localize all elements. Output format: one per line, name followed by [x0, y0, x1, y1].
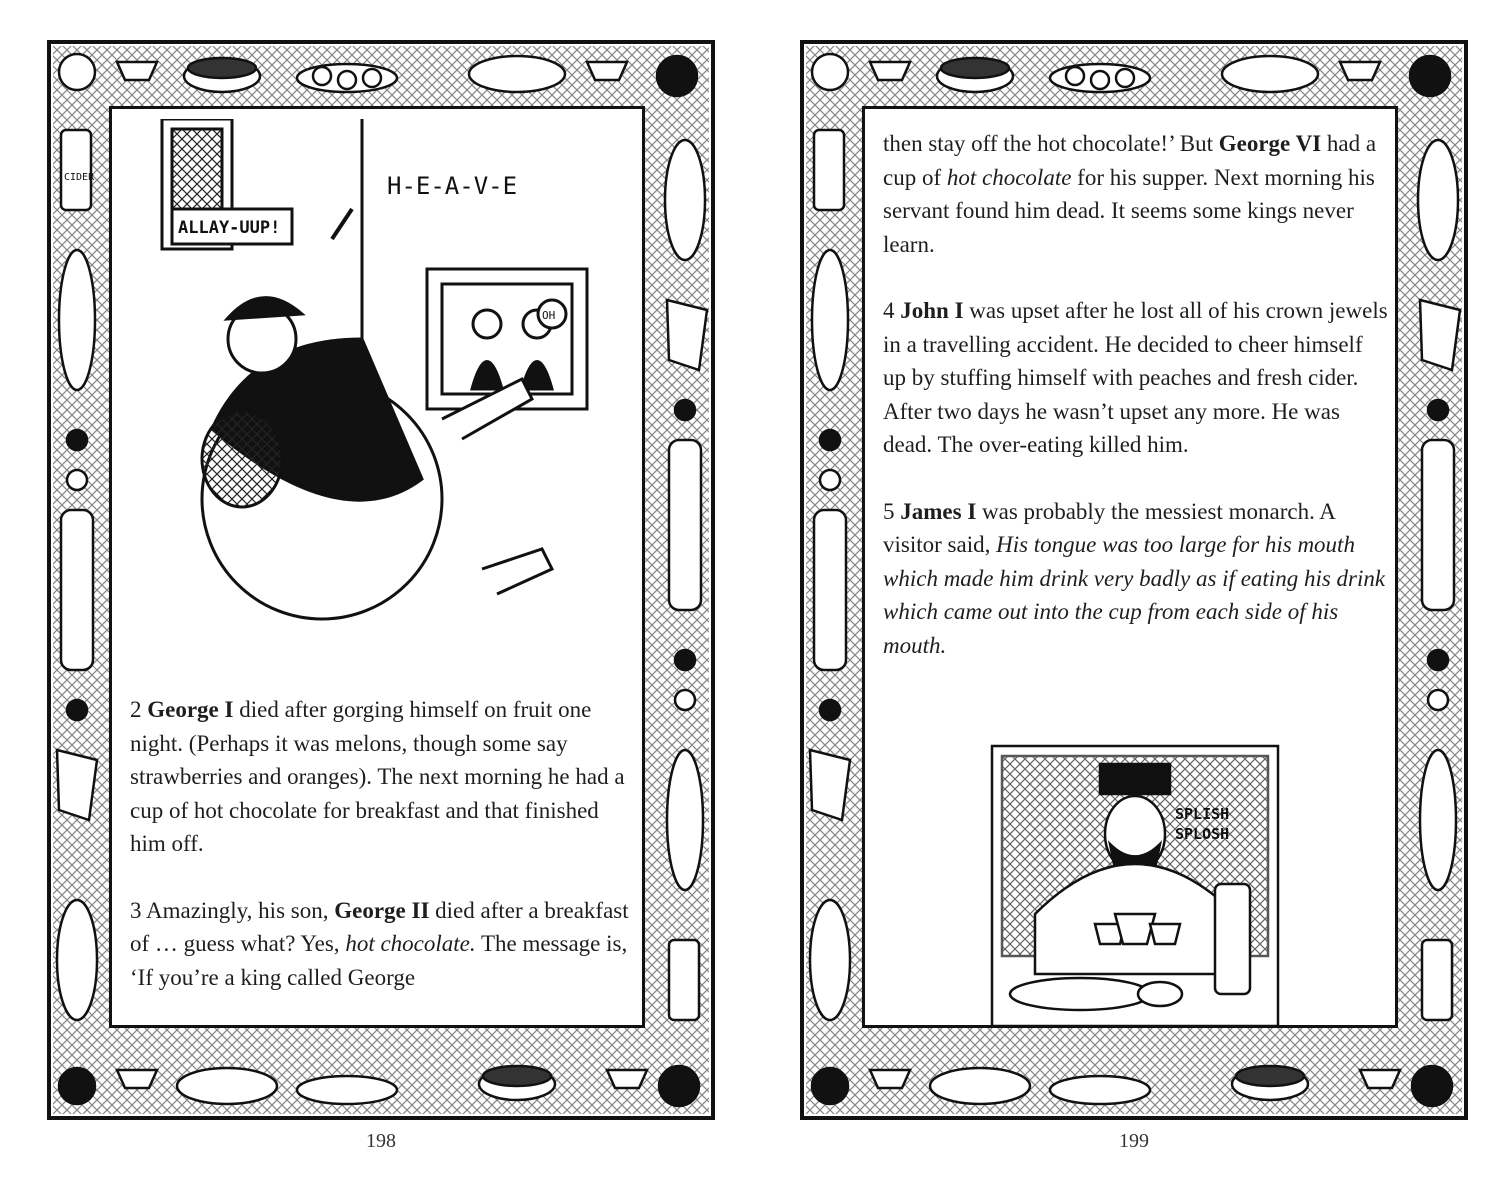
cider-bottle-icon: [1422, 940, 1452, 1020]
splosh-text: SPLOSH: [1175, 825, 1230, 843]
cheese-icon: [667, 300, 707, 370]
bread-loaf-icon: [177, 1068, 277, 1104]
james-drinking-cartoon: [990, 744, 1280, 1029]
goblet-icon: [870, 62, 910, 80]
item-number: 2: [130, 697, 142, 722]
cheese-icon: [810, 750, 850, 820]
goblet-icon: [117, 62, 157, 80]
fruit-bowl: [1138, 982, 1182, 1006]
wine-bottle-icon: [669, 440, 701, 610]
paragraph-3-continued: [883, 127, 1388, 261]
italic-text: His tongue was too large for his mouth which made him drink very badly as if eating his drink which came out into the cup from each side of his mouth.: [883, 532, 1386, 658]
splish-text: SPLISH: [1175, 805, 1230, 823]
platter-icon: [297, 1076, 397, 1104]
paragraph-text: was probably the messiest monarch. A visitor said,: [883, 498, 1335, 557]
king-name: John I: [900, 298, 964, 323]
bread-loaf-icon: [1222, 56, 1318, 92]
bread-loaf-icon: [469, 56, 565, 92]
king-name: George I: [147, 697, 234, 722]
cheese-icon: [1420, 300, 1460, 370]
wine-bottle-icon: [814, 510, 846, 670]
goblet-icon: [607, 1070, 647, 1088]
oh-bubble-text: OH: [542, 309, 556, 322]
fish-icon: [667, 750, 703, 890]
goblet-icon: [870, 1070, 910, 1088]
wine-bottle-icon: [1215, 884, 1250, 994]
speech-bubble-text: ALLAY-UUP!: [178, 218, 281, 238]
right-body-text: [883, 127, 1388, 695]
crown: [1100, 764, 1170, 794]
left-content-area: [109, 106, 645, 1028]
paragraph-4: [883, 294, 1388, 462]
apple-icon: [659, 1066, 699, 1106]
bread-loaf-icon: [930, 1068, 1030, 1104]
paragraph-text: died after a breakfast of … guess what? Yes,: [130, 897, 629, 956]
wine-bottle-icon: [61, 510, 93, 670]
fish-icon: [812, 250, 848, 390]
platter-icon: [1050, 1076, 1150, 1104]
king-heave-cartoon: [142, 119, 622, 639]
item-number: 4: [883, 298, 895, 323]
goblet-icon: [1360, 1070, 1400, 1088]
page-number-left: 198: [366, 1130, 396, 1152]
paragraph-text: then stay off the hot chocolate!’ But: [883, 131, 1219, 156]
apple-icon: [657, 56, 697, 96]
drumstick-icon: [1418, 140, 1458, 260]
apple-icon: [1412, 1066, 1452, 1106]
italic-text: hot chocolate.: [345, 931, 476, 956]
paragraph-text: Amazingly, his son,: [141, 897, 335, 923]
goblet-icon: [1340, 62, 1380, 80]
paragraph-2: [130, 693, 630, 861]
item-number: 3: [130, 897, 142, 923]
heave-label: H-E-A-V-E: [387, 172, 518, 200]
apple-icon: [1410, 56, 1450, 96]
drumstick-icon: [665, 140, 705, 260]
apple-icon: [812, 1068, 848, 1104]
left-body-text: [130, 693, 630, 1027]
fish-icon: [59, 250, 95, 390]
goblet-icon: [117, 1070, 157, 1088]
right-content-area: [862, 106, 1398, 1028]
apple-icon: [59, 54, 95, 90]
drumstick-icon: [57, 900, 97, 1020]
apple-icon: [812, 54, 848, 90]
item-number: 5: [883, 498, 895, 524]
paragraph-text: The message is, ‘If you’re a king called George: [130, 931, 628, 990]
right-page: [800, 40, 1468, 1152]
cider-bottle-icon: [61, 130, 91, 210]
king-name: James I: [900, 498, 977, 524]
paragraph-text: for his supper. Next morning his servant found him dead. It seems some kings never learn.: [883, 164, 1375, 257]
left-page: [47, 40, 715, 1152]
drumstick-icon: [810, 900, 850, 1020]
goblet-icon: [587, 62, 627, 80]
cider-label: CIDER: [64, 172, 95, 183]
cider-bottle-icon: [814, 130, 844, 210]
paragraph-3: [130, 894, 630, 995]
fish-icon: [1420, 750, 1456, 890]
king-name: George II: [334, 897, 430, 923]
page-number-right: 199: [1119, 1130, 1149, 1152]
paragraph-text: was upset after he lost all of his crown jewels in a travelling accident. He decided to cheer himself up by stuffing himself with peaches and fresh cider. After two days he wasn’t upset any more. He was dead. The over-eating killed him.: [883, 298, 1388, 457]
plate: [1010, 978, 1150, 1010]
king-name: George VI: [1218, 131, 1322, 156]
paragraph-text: had a cup of: [883, 131, 1377, 190]
italic-text: hot chocolate: [946, 164, 1072, 190]
paragraph-text: died after gorging himself on fruit one night. (Perhaps it was melons, though some say strawberries and oranges). The next morning he had a cup of hot chocolate for breakfast and that finished him off.: [130, 697, 625, 856]
cheese-icon: [57, 750, 97, 820]
apple-icon: [59, 1068, 95, 1104]
cider-bottle-icon: [669, 940, 699, 1020]
wine-bottle-icon: [1422, 440, 1454, 610]
paragraph-5: [883, 495, 1388, 663]
